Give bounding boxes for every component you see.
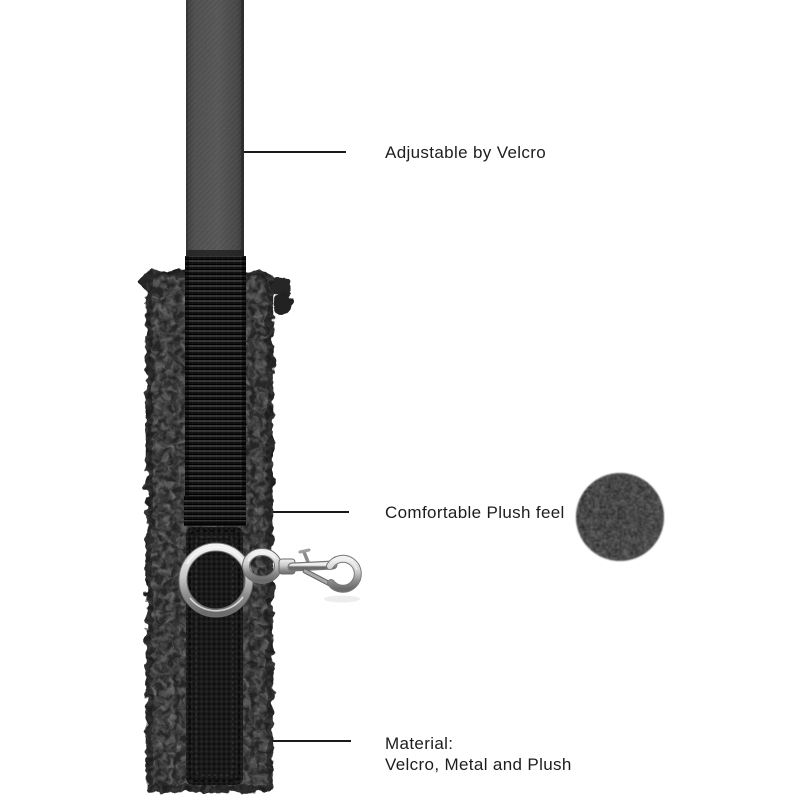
annotation-material-line1: Material: (385, 734, 454, 753)
center-webbing (184, 256, 246, 785)
plush-texture-swatch (576, 473, 664, 561)
annotation-plush-feel: Comfortable Plush feel (385, 503, 565, 522)
annotation-adjustable: Adjustable by Velcro (385, 143, 547, 162)
velcro-strap (186, 0, 244, 272)
annotation-material-line2: Velcro, Metal and Plush (385, 755, 572, 774)
annotation-material (385, 733, 572, 775)
